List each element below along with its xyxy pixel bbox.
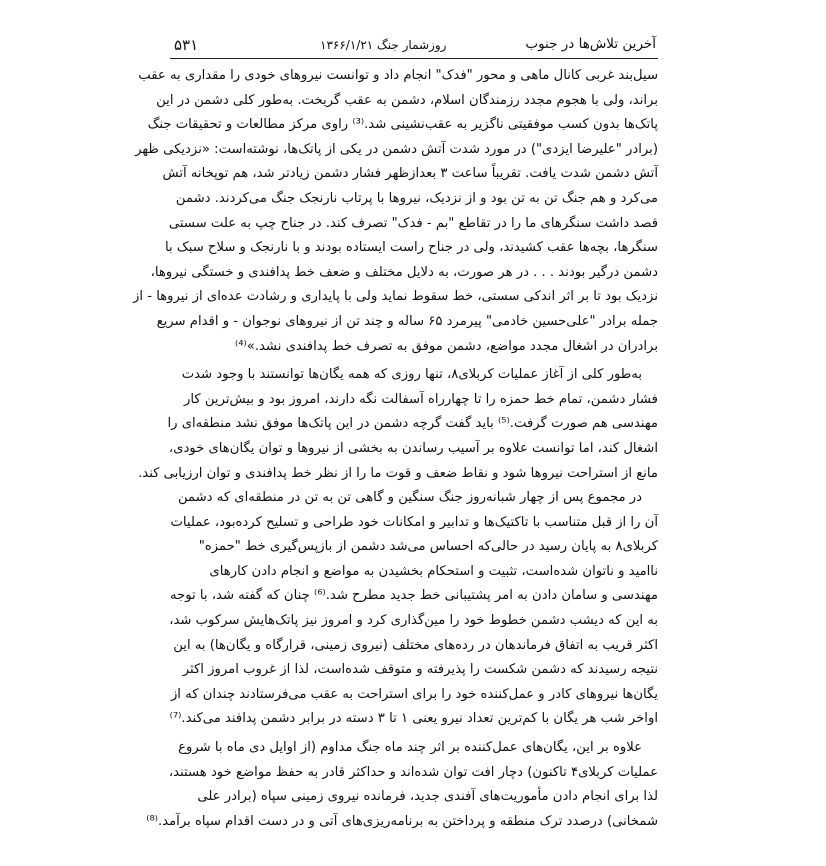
text-line: آتش دشمن شدت یافت. تقریباً ساعت ۳ بعدازظهر فشار دشمن زیادتر شد، هم توپخانه آتش bbox=[162, 166, 658, 182]
text-line: نزدیک بود تا بر اثر اندکی سستی، خط سقوط نماید ولی با پایداری و رشادت عده‌ای از نیروها - از bbox=[133, 289, 658, 305]
paragraph bbox=[170, 486, 658, 732]
text-line: عملیات کربلای۴ تاکنون) دچار افت توان شده‌اند و حداکثر قادر به حفظ مواضع خود هستند، bbox=[168, 764, 658, 780]
text-line: ناامید و ناتوان شده‌است، تثبیت و استحکام بخشیدن به مواضع و انجام دادن کارهای bbox=[209, 563, 658, 579]
text-line: نتیجه رسیدند که دشمن شکست را پذیرفته و متوقف شده‌است، لذا از غروب امروز اکثر bbox=[182, 662, 658, 678]
text-line: برادران در اشغال مجدد مواضع، دشمن موفق به تصرف خط پدافندی نشد.»⁽⁴⁾ bbox=[234, 338, 658, 354]
text-line: سیل‌بند غربی کانال ماهی و محور "فدک" انجام داد و توانست نیروهای خودی را مقداری به عقب bbox=[138, 68, 658, 83]
running-header bbox=[170, 34, 658, 59]
text-line: قصد داشت سنگرهای ما را در تقاطع "بم - فدک" تصرف کند. در جناح چپ به علت سستی bbox=[168, 215, 658, 231]
text-line: مانع از استراحت نیروها شود و نقاط ضعف و قوت ما را از نظر خط پدافندی و توان ارزیابی کند. bbox=[138, 465, 658, 481]
text-line: براند، ولی با هجوم مجدد رزمندگان اسلام، دشمن به عقب گریخت. به‌طور کلی دشمن در این bbox=[156, 92, 658, 108]
text-line: مهندسی و سامان دادن به امر پشتیبانی خط جدید مطرح شد.⁽⁶⁾ چنان که گفته شد، با توجه bbox=[169, 588, 658, 604]
text-line: سنگرها، بچه‌ها عقب کشیدند، ولی در جناح راست ایستاده بودند و با نارنجک و سلاح سبک با bbox=[165, 240, 658, 256]
text-line: علاوه بر این، یگان‌های عمل‌کننده بر اثر چند ماه جنگ مداوم (از اوایل دی ماه با شروع bbox=[178, 740, 642, 756]
text-line: فشار دشمن، تمام خط حمزه را تا چهارراه آسفالت نگه دارند، امروز بود و بیش‌ترین کار bbox=[184, 391, 658, 407]
paragraph bbox=[138, 363, 658, 486]
chapter-title: آخرین تلاش‌ها در جنوب bbox=[525, 36, 656, 52]
body-text bbox=[133, 64, 658, 834]
text-line: اکثر قریب به اتفاق فرماندهان در رده‌های مختلف (نیروی زمینی، قرارگاه و یگان‌ها) به این bbox=[173, 637, 658, 653]
text-line: یگان‌ها نیروهای کادر و عمل‌کننده خود را برای استراحت به عقب می‌فرستادند چندان که از bbox=[170, 686, 658, 702]
text-line: اواخر شب هر یگان با کم‌ترین تعداد نیرو یعنی ۱ تا ۳ دسته در برابر دشمن پدافند می‌کند.⁽⁷⁾ bbox=[169, 711, 658, 727]
text-line: مهندسی هم صورت گرفت.⁽⁵⁾ باید گفت گرچه دشمن در این پاتک‌ها موفق نشد منطقه‌ای را bbox=[167, 416, 658, 432]
paragraph bbox=[133, 64, 658, 359]
text-line: شمخانی) درصدد ترک منطقه و پرداختن به برنامه‌ریزی‌های آتی و در دست اقدام سپاه برآمد.⁽⁸⁾ bbox=[146, 813, 658, 829]
text-line: به این که دیشب دشمن خطوط خود را مین‌گذاری کرد و امروز نیز پاتک‌هایش سرکوب شد، bbox=[169, 613, 658, 629]
text-line: می‌کرد و هم جنگ تن به تن بود و از نزدیک، نیروها با پرتاب نارنجک جنگ می‌کردند. دشمن bbox=[175, 190, 658, 206]
text-line: اشغال کند، اما توانست علاوه بر آسیب رساندن به بخشی از نیروها و توان یگان‌های خودی، bbox=[168, 440, 658, 456]
text-line: کربلای۸ به پایان رسید در حالی‌که احساس می‌شد دشمن از بازپس‌گیری خط "حمزه" bbox=[198, 539, 658, 555]
text-line: لذا برای انجام دادن مأموریت‌های آفندی جدید، فرمانده نیروی زمینی سپاه (برادر علی bbox=[197, 789, 658, 805]
text-line: در مجموع پس از چهار شبانه‌روز جنگ سنگین و گاهی تن به تن در منطقه‌ای که دشمن bbox=[177, 490, 642, 506]
paragraph bbox=[146, 736, 658, 834]
text-line: به‌طور کلی از آغاز عملیات کربلای۸، تنها روزی که همه یگان‌ها توانستند با وجود شدت bbox=[181, 367, 642, 383]
text-line: پاتک‌ها بدون کسب موفقیتی ناگزیر به عقب‌نشینی شد.⁽³⁾ راوی مرکز مطالعات و تحقیقات جنگ bbox=[147, 117, 658, 133]
text-line: آن را از قبل متناسب با تاکتیک‌ها و تدابیر و امکانات خود طراحی و تسلیح کرده‌بود، عملیات bbox=[170, 514, 658, 530]
header-date: روزشمار جنگ ۱۳۶۶/۱/۲۱ bbox=[320, 38, 447, 52]
text-line: (برادر "علیرضا ایزدی") در مورد شدت آتش دشمن در یکی از پاتک‌ها، نوشته‌است: «نزدیکی ظهر bbox=[135, 141, 658, 157]
text-line: جمله برادر "علی‌حسین خادمی" پیرمرد ۶۵ ساله و چند تن از نیروهای نوجوان - و اقدام سریع bbox=[156, 313, 658, 329]
text-line: دشمن درگیر بودند . . . در هر صورت، به دلایل مختلف و ضعف خط پدافندی و خستگی نیروها، bbox=[150, 264, 658, 280]
page-number: ۵۳۱ bbox=[174, 36, 199, 54]
